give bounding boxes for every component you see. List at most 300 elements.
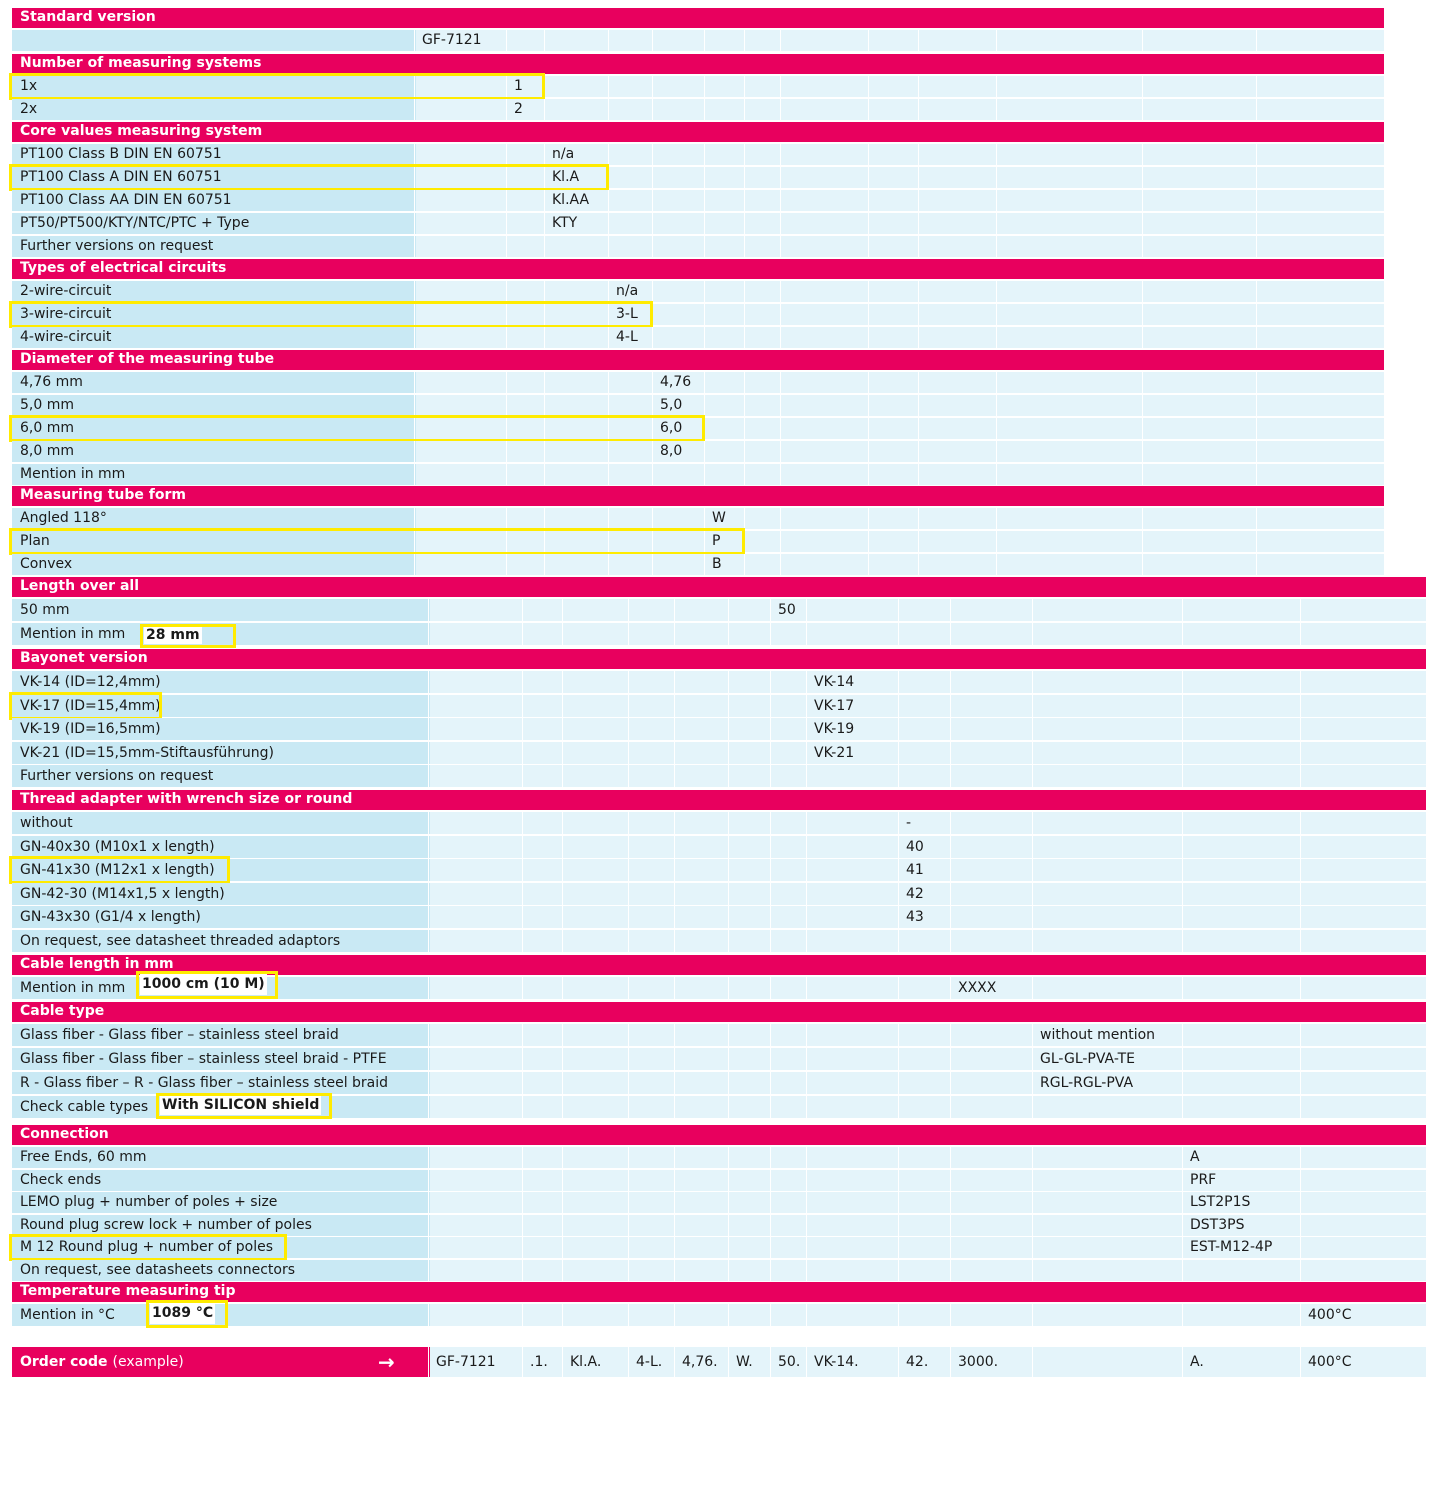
column-divider <box>522 812 523 834</box>
column-divider <box>506 236 507 257</box>
column-divider <box>1256 213 1257 234</box>
handwritten-entry: 1000 cm (10 M) <box>140 973 267 995</box>
column-divider <box>522 1072 523 1094</box>
column-divider <box>704 281 705 302</box>
column-divider <box>1032 765 1033 787</box>
column-divider <box>628 977 629 999</box>
column-divider <box>918 508 919 529</box>
section-header-label: Standard version <box>20 9 156 25</box>
column-divider <box>806 718 807 740</box>
code-cell: LST2P1S <box>1190 1194 1251 1210</box>
code-cell: 5,0 <box>660 397 683 413</box>
column-divider <box>950 765 951 787</box>
column-divider <box>1032 1024 1033 1046</box>
row-label: 8,0 mm <box>12 441 416 462</box>
column-divider <box>868 236 869 257</box>
column-divider <box>544 372 545 393</box>
column-divider <box>744 144 745 165</box>
row-label: PT100 Class AA DIN EN 60751 <box>12 190 416 211</box>
column-divider <box>1182 977 1183 999</box>
column-divider <box>770 1096 771 1118</box>
column-divider <box>506 464 507 485</box>
section-header <box>12 649 1426 669</box>
column-divider <box>1142 76 1143 97</box>
column-divider <box>996 213 997 234</box>
column-divider <box>780 372 781 393</box>
column-divider <box>1182 671 1183 693</box>
section-header <box>12 486 1384 506</box>
column-divider <box>1142 372 1143 393</box>
column-divider <box>950 930 951 952</box>
column-divider <box>868 508 869 529</box>
order-code-segment: 50. <box>778 1354 801 1370</box>
column-divider <box>652 508 653 529</box>
column-divider <box>628 623 629 645</box>
column-divider <box>562 906 563 928</box>
column-divider <box>728 718 729 740</box>
column-divider <box>898 1347 899 1377</box>
handwritten-entry: With SILICON shield <box>162 1097 320 1113</box>
column-divider <box>728 1237 729 1258</box>
column-divider <box>918 372 919 393</box>
column-divider <box>806 599 807 621</box>
column-divider <box>562 1170 563 1191</box>
column-divider <box>652 441 653 462</box>
order-code-segment: W. <box>736 1354 753 1370</box>
column-divider <box>770 1147 771 1168</box>
column-divider <box>428 906 429 928</box>
column-divider <box>1300 742 1301 764</box>
column-divider <box>1182 1237 1183 1258</box>
section-header-label: Core values measuring system <box>20 123 263 139</box>
column-divider <box>704 304 705 325</box>
column-divider <box>950 1024 951 1046</box>
row-label: GN-43x30 (G1/4 x length) <box>12 906 430 928</box>
column-divider <box>628 930 629 952</box>
column-divider <box>950 906 951 928</box>
column-divider <box>1032 930 1033 952</box>
column-divider <box>770 1215 771 1236</box>
column-divider <box>674 930 675 952</box>
section-header-label: Diameter of the measuring tube <box>20 351 275 367</box>
column-divider <box>704 99 705 120</box>
column-divider <box>918 213 919 234</box>
column-divider <box>950 836 951 858</box>
code-cell: 43 <box>906 909 924 926</box>
column-divider <box>628 1147 629 1168</box>
column-divider <box>628 671 629 693</box>
column-divider <box>522 1147 523 1168</box>
column-divider <box>544 464 545 485</box>
column-divider <box>868 441 869 462</box>
column-divider <box>996 281 997 302</box>
column-divider <box>674 1072 675 1094</box>
column-divider <box>652 554 653 575</box>
handwritten-entry: 28 mm <box>146 627 200 643</box>
code-cell: P <box>712 533 721 549</box>
column-divider <box>1032 859 1033 881</box>
row-label: M 12 Round plug + number of poles <box>12 1237 430 1258</box>
section-header-label: Measuring tube form <box>20 487 186 503</box>
column-divider <box>428 1170 429 1191</box>
column-divider <box>652 30 653 51</box>
column-divider <box>1300 859 1301 881</box>
column-divider <box>898 859 899 881</box>
row-label: Round plug screw lock + number of poles <box>12 1215 430 1236</box>
column-divider <box>674 1024 675 1046</box>
code-cell: VK-21 <box>814 744 855 761</box>
column-divider <box>898 977 899 999</box>
order-code-segment: .1. <box>530 1354 548 1370</box>
column-divider <box>950 859 951 881</box>
column-divider <box>918 554 919 575</box>
column-divider <box>608 213 609 234</box>
column-divider <box>780 554 781 575</box>
column-divider <box>628 765 629 787</box>
highlight-box <box>9 415 705 442</box>
column-divider <box>1032 671 1033 693</box>
column-divider <box>950 1215 951 1236</box>
column-divider <box>806 906 807 928</box>
column-divider <box>744 464 745 485</box>
code-cell: Kl.AA <box>552 192 590 208</box>
row-label: Plan <box>12 531 416 552</box>
column-divider <box>674 765 675 787</box>
column-divider <box>918 167 919 188</box>
column-divider <box>780 441 781 462</box>
column-divider <box>1182 1096 1183 1118</box>
column-divider <box>806 1048 807 1070</box>
code-cell: RGL-RGL-PVA <box>1040 1075 1134 1091</box>
highlight-box <box>9 1234 287 1261</box>
column-divider <box>1256 327 1257 348</box>
column-divider <box>780 213 781 234</box>
column-divider <box>1142 213 1143 234</box>
column-divider <box>806 742 807 764</box>
column-divider <box>1256 531 1257 552</box>
section-header-label: Temperature measuring tip <box>20 1283 236 1299</box>
column-divider <box>1032 1096 1033 1118</box>
column-divider <box>868 190 869 211</box>
highlight-box <box>146 1300 228 1328</box>
row-label: 4,76 mm <box>12 372 416 393</box>
column-divider <box>918 190 919 211</box>
column-divider <box>704 508 705 529</box>
column-divider <box>1142 464 1143 485</box>
column-divider <box>628 742 629 764</box>
column-divider <box>806 1024 807 1046</box>
column-divider <box>780 281 781 302</box>
column-divider <box>918 531 919 552</box>
column-divider <box>950 1072 951 1094</box>
column-divider <box>1300 1347 1301 1377</box>
column-divider <box>950 599 951 621</box>
row-label <box>12 30 416 51</box>
column-divider <box>1300 812 1301 834</box>
column-divider <box>806 1260 807 1281</box>
row-label: Glass fiber - Glass fiber – stainless steel braid <box>12 1024 430 1046</box>
column-divider <box>704 236 705 257</box>
column-divider <box>1182 1215 1183 1236</box>
column-divider <box>1300 718 1301 740</box>
column-divider <box>628 1260 629 1281</box>
column-divider <box>544 441 545 462</box>
column-divider <box>628 1192 629 1213</box>
column-divider <box>1256 144 1257 165</box>
column-divider <box>1142 30 1143 51</box>
column-divider <box>744 281 745 302</box>
order-code-title: Order code <box>20 1354 108 1370</box>
column-divider <box>652 99 653 120</box>
row-label: 2x <box>12 99 416 120</box>
code-cell: 3-L <box>616 306 638 322</box>
column-divider <box>414 190 415 211</box>
column-divider <box>628 812 629 834</box>
column-divider <box>1300 1024 1301 1046</box>
column-divider <box>868 281 869 302</box>
column-divider <box>996 167 997 188</box>
column-divider <box>898 1215 899 1236</box>
column-divider <box>414 441 415 462</box>
column-divider <box>608 190 609 211</box>
column-divider <box>1142 167 1143 188</box>
column-divider <box>1032 1215 1033 1236</box>
column-divider <box>1032 1192 1033 1213</box>
column-divider <box>1032 836 1033 858</box>
column-divider <box>562 1260 563 1281</box>
column-divider <box>428 1260 429 1281</box>
column-divider <box>674 1147 675 1168</box>
column-divider <box>868 30 869 51</box>
column-divider <box>950 1170 951 1191</box>
column-divider <box>770 1260 771 1281</box>
column-divider <box>898 765 899 787</box>
column-divider <box>674 1192 675 1213</box>
code-cell: 6,0 <box>660 420 683 436</box>
column-divider <box>522 1260 523 1281</box>
column-divider <box>1032 695 1033 717</box>
order-code-label <box>12 1347 430 1377</box>
column-divider <box>1256 508 1257 529</box>
column-divider <box>1182 765 1183 787</box>
column-divider <box>562 1192 563 1213</box>
column-divider <box>674 671 675 693</box>
code-cell: A <box>1190 1149 1200 1165</box>
column-divider <box>704 167 705 188</box>
column-divider <box>770 1347 771 1377</box>
column-divider <box>918 304 919 325</box>
row-label: LEMO plug + number of poles + size <box>12 1192 430 1213</box>
code-cell: B <box>712 556 722 572</box>
column-divider <box>414 554 415 575</box>
column-divider <box>950 1048 951 1070</box>
column-divider <box>674 977 675 999</box>
column-divider <box>506 144 507 165</box>
column-divider <box>628 1096 629 1118</box>
column-divider <box>562 812 563 834</box>
column-divider <box>608 508 609 529</box>
column-divider <box>608 554 609 575</box>
column-divider <box>652 213 653 234</box>
column-divider <box>1142 441 1143 462</box>
column-divider <box>522 836 523 858</box>
column-divider <box>674 1170 675 1191</box>
column-divider <box>652 464 653 485</box>
column-divider <box>608 464 609 485</box>
row-label: without <box>12 812 430 834</box>
column-divider <box>770 930 771 952</box>
column-divider <box>1182 1170 1183 1191</box>
column-divider <box>1300 1304 1301 1326</box>
row-label: PT100 Class B DIN EN 60751 <box>12 144 416 165</box>
column-divider <box>950 883 951 905</box>
column-divider <box>652 190 653 211</box>
code-cell: EST-M12-4P <box>1190 1239 1273 1255</box>
column-divider <box>522 1192 523 1213</box>
column-divider <box>628 599 629 621</box>
code-cell: KTY <box>552 215 578 231</box>
column-divider <box>950 1347 951 1377</box>
column-divider <box>868 418 869 439</box>
column-divider <box>950 718 951 740</box>
section-header-label: Connection <box>20 1126 109 1142</box>
column-divider <box>1300 1096 1301 1118</box>
column-divider <box>522 765 523 787</box>
column-divider <box>868 395 869 416</box>
column-divider <box>770 1192 771 1213</box>
column-divider <box>704 464 705 485</box>
column-divider <box>562 742 563 764</box>
column-divider <box>950 812 951 834</box>
code-cell: without mention <box>1040 1027 1156 1043</box>
column-divider <box>1256 441 1257 462</box>
column-divider <box>506 372 507 393</box>
column-divider <box>770 1237 771 1258</box>
column-divider <box>608 30 609 51</box>
column-divider <box>1256 464 1257 485</box>
column-divider <box>780 99 781 120</box>
row-label: GN-41x30 (M12x1 x length) <box>12 859 430 881</box>
column-divider <box>728 977 729 999</box>
column-divider <box>674 695 675 717</box>
column-divider <box>674 836 675 858</box>
column-divider <box>522 1048 523 1070</box>
column-divider <box>428 1096 429 1118</box>
column-divider <box>1142 531 1143 552</box>
section-header <box>12 8 1384 28</box>
column-divider <box>918 395 919 416</box>
column-divider <box>628 1215 629 1236</box>
column-divider <box>628 1170 629 1191</box>
column-divider <box>1032 883 1033 905</box>
column-divider <box>1182 623 1183 645</box>
column-divider <box>918 441 919 462</box>
column-divider <box>898 742 899 764</box>
column-divider <box>428 695 429 717</box>
column-divider <box>428 1237 429 1258</box>
column-divider <box>1032 623 1033 645</box>
column-divider <box>1300 977 1301 999</box>
column-divider <box>652 395 653 416</box>
column-divider <box>770 671 771 693</box>
row-label: R - Glass fiber – R - Glass fiber – stainless steel braid <box>12 1072 430 1094</box>
column-divider <box>1300 695 1301 717</box>
highlight-box <box>136 971 278 999</box>
column-divider <box>770 1048 771 1070</box>
column-divider <box>728 1215 729 1236</box>
column-divider <box>704 395 705 416</box>
column-divider <box>414 281 415 302</box>
order-code-segment: 3000. <box>958 1354 999 1370</box>
column-divider <box>1256 372 1257 393</box>
column-divider <box>628 1024 629 1046</box>
column-divider <box>562 695 563 717</box>
highlight-box <box>9 164 609 191</box>
column-divider <box>898 1170 899 1191</box>
column-divider <box>806 1096 807 1118</box>
column-divider <box>506 30 507 51</box>
column-divider <box>1256 30 1257 51</box>
code-cell: VK-17 <box>814 697 855 714</box>
column-divider <box>780 76 781 97</box>
code-cell: VK-14 <box>814 674 855 690</box>
column-divider <box>996 327 997 348</box>
column-divider <box>506 213 507 234</box>
column-divider <box>652 76 653 97</box>
column-divider <box>506 99 507 120</box>
column-divider <box>1032 1170 1033 1191</box>
column-divider <box>918 99 919 120</box>
column-divider <box>674 812 675 834</box>
row-label: Check ends <box>12 1170 430 1191</box>
column-divider <box>428 1024 429 1046</box>
column-divider <box>428 718 429 740</box>
column-divider <box>414 99 415 120</box>
column-divider <box>544 327 545 348</box>
section-header <box>12 350 1384 370</box>
code-cell: W <box>712 510 726 526</box>
column-divider <box>544 213 545 234</box>
column-divider <box>744 236 745 257</box>
row-label: 1x <box>12 76 416 97</box>
column-divider <box>608 144 609 165</box>
column-divider <box>770 1024 771 1046</box>
row-label: VK-14 (ID=12,4mm) <box>12 671 430 693</box>
column-divider <box>674 1215 675 1236</box>
row-label: PT50/PT500/KTY/NTC/PTC + Type <box>12 213 416 234</box>
column-divider <box>428 623 429 645</box>
column-divider <box>770 695 771 717</box>
column-divider <box>562 1096 563 1118</box>
column-divider <box>996 236 997 257</box>
column-divider <box>744 30 745 51</box>
column-divider <box>1032 1260 1033 1281</box>
column-divider <box>428 883 429 905</box>
column-divider <box>728 836 729 858</box>
column-divider <box>1032 1304 1033 1326</box>
column-divider <box>1032 1072 1033 1094</box>
column-divider <box>544 99 545 120</box>
column-divider <box>522 671 523 693</box>
column-divider <box>770 1072 771 1094</box>
column-divider <box>868 304 869 325</box>
column-divider <box>950 623 951 645</box>
order-code-segment: 4-L. <box>636 1354 663 1370</box>
column-divider <box>898 1096 899 1118</box>
column-divider <box>414 236 415 257</box>
code-cell: 2 <box>514 101 523 117</box>
section-header-label: Number of measuring systems <box>20 55 262 71</box>
